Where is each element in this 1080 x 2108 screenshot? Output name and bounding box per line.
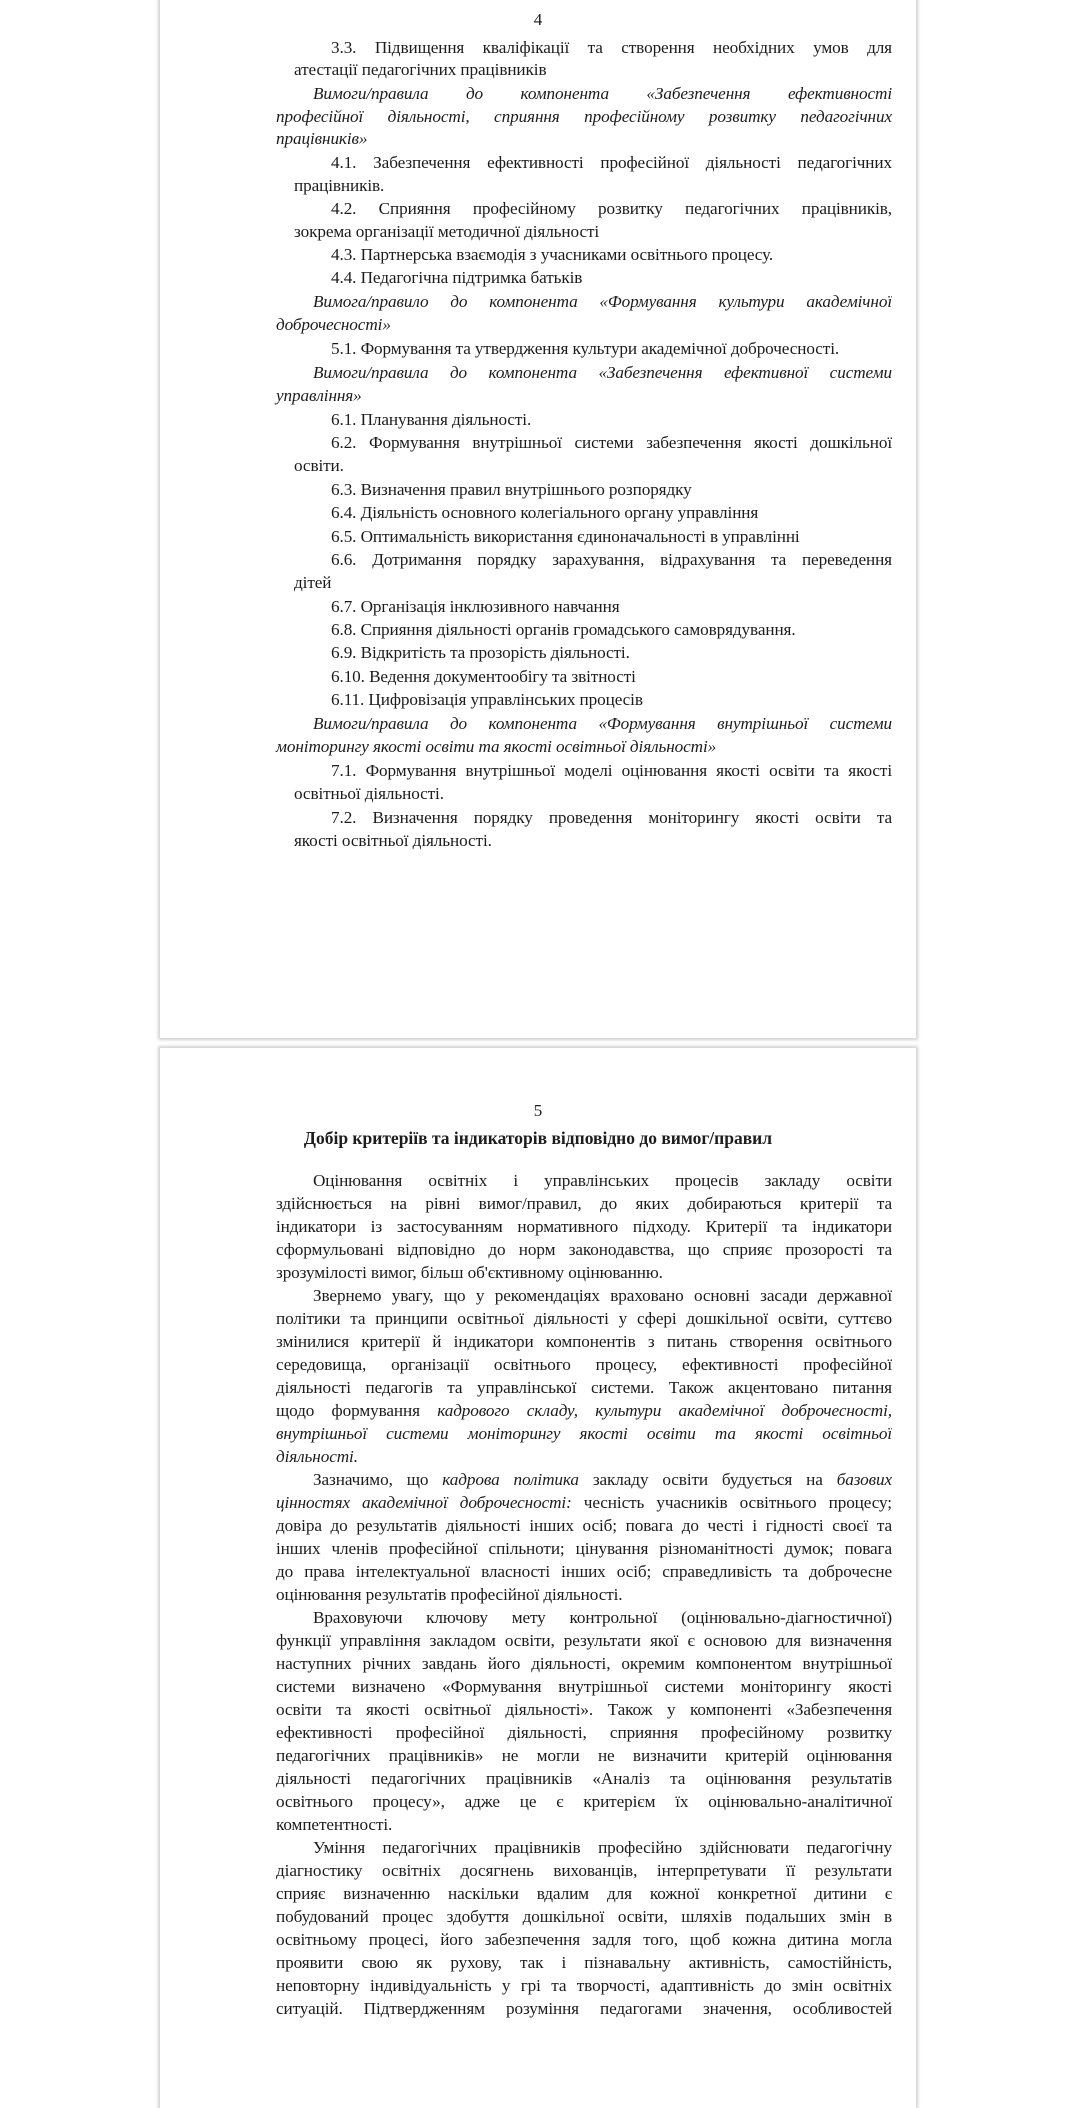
text-line: до права інтелектуальної власності інших осіб; справедливість та доброчесне: [276, 1562, 892, 1581]
text-run: Зазначимо, що: [313, 1470, 443, 1489]
text-line: моніторингу якості освіти та якості освітньої діяльності»: [276, 737, 717, 756]
text-line: професійної діяльності, сприяння професійному розвитку педагогічних: [276, 107, 892, 126]
text-line: Вимоги/правила до компонента «Забезпечення ефективної системи: [313, 363, 892, 382]
text-line: наступних річних завдань його діяльності, окремим компонентом внутрішньої: [276, 1654, 892, 1673]
section-heading: Добір критеріїв та індикаторів відповідно до вимог/правил: [303, 1128, 773, 1148]
text-line: 3.3. Підвищення кваліфікації та створення необхідних умов для: [331, 38, 892, 57]
text-line: 6.9. Відкритість та прозорість діяльності.: [331, 643, 630, 662]
text-line: освітнього процесу», адже це є критерієм їх оцінювально-аналітичної: [276, 1792, 892, 1811]
text-line: [313, 1469, 892, 1491]
text-line: функції управління закладом освіти, результати якої є основою для визначення: [276, 1631, 892, 1650]
text-line: Враховуючи ключову мету контрольної (оцінювально-діагностичної): [313, 1608, 892, 1627]
text-line: ефективності професійної діяльності, сприяння професійному розвитку: [276, 1723, 892, 1742]
text-line: доброчесності»: [276, 315, 391, 334]
text-line: системи визначено «Формування внутрішньої системи моніторингу якості: [276, 1677, 892, 1696]
text-line: оцінювання результатів професійної діяльності.: [276, 1585, 623, 1604]
text-line: внутрішньої системи моніторингу якості освіти та якості освітньої: [276, 1424, 892, 1443]
text-line: 6.7. Організація інклюзивного навчання: [331, 597, 620, 616]
text-line: Вимоги/правила до компонента «Формування внутрішньої системи: [313, 714, 892, 733]
text-line: 4.4. Педагогічна підтримка батьків: [331, 268, 583, 287]
text-line: середовища, організації освітнього процесу, ефективності професійної: [276, 1355, 892, 1374]
text-line: 7.1. Формування внутрішньої моделі оцінювання якості освіти та якості: [331, 761, 892, 780]
text-line: 7.2. Визначення порядку проведення моніторингу якості освіти та: [331, 808, 892, 827]
text-line: 4.3. Партнерська взаємодія з учасниками освітнього процесу.: [331, 245, 774, 264]
text-line: діяльності.: [276, 1447, 358, 1466]
text-line: управління»: [276, 386, 362, 405]
text-line: 6.3. Визначення правил внутрішнього розпорядку: [331, 480, 692, 499]
text-line: діагностику освітніх досягнень вихованців, інтерпретувати її результати: [276, 1861, 892, 1880]
text-line: Уміння педагогічних працівників професійно здійснювати педагогічну: [313, 1838, 892, 1857]
text-line: сприяє визначенню наскільки вдалим для кожної конкретної дитини є: [276, 1884, 892, 1903]
text-line: довіра до результатів діяльності інших осіб; повага до честі і гідності своєї та: [276, 1516, 892, 1535]
text-line: сформульовані відповідно до норм законодавства, що сприяє прозорості та: [276, 1240, 892, 1259]
text-line: [276, 1400, 892, 1422]
page-4-text: [160, 0, 916, 1038]
page-number: 4: [533, 10, 543, 29]
text-line: політики та принципи освітньої діяльності у сфері дошкільної освіти, суттєво: [276, 1309, 892, 1328]
text-line: діяльності педагогів та управлінської системи. Також акцентовано питання: [276, 1378, 892, 1397]
text-line: ситуацій. Підтвердженням розуміння педагогами значення, особливостей: [276, 1999, 892, 2018]
page-5-text: [160, 1048, 916, 2108]
text-line: компетентності.: [276, 1815, 393, 1834]
text-line: 5.1. Формування та утвердження культури академічної доброчесності.: [331, 339, 840, 358]
text-line: діяльності педагогічних працівників «Аналіз та оцінювання результатів: [276, 1769, 892, 1788]
text-line: [276, 1492, 892, 1514]
text-line: 6.2. Формування внутрішньої системи забезпечення якості дошкільної: [331, 433, 892, 452]
text-line: Вимога/правило до компонента «Формування культури академічної: [313, 292, 892, 311]
text-line: 6.4. Діяльність основного колегіального органу управління: [331, 503, 759, 522]
text-run: щодо формування: [276, 1401, 438, 1420]
text-line: працівників»: [276, 129, 368, 148]
text-line: 6.5. Оптимальність використання єдиноначальності в управлінні: [331, 527, 800, 546]
text-line: дітей: [294, 573, 332, 592]
text-line: освіти та якості освітньої діяльності». Також у компоненті «Забезпечення: [276, 1700, 892, 1719]
text-line: 6.11. Цифровізація управлінських процесів: [331, 690, 643, 709]
text-run-italic: цінностях академічної доброчесності:: [276, 1493, 584, 1512]
text-run-italic: базових: [836, 1470, 892, 1489]
text-line: здійснюється на рівні вимог/правил, до яких добираються критерії та: [276, 1194, 892, 1213]
text-line: зрозумілості вимог, більш об'єктивному оцінюванню.: [276, 1263, 663, 1282]
text-line: змінилися критерії й індикатори компонентів з питань створення освітнього: [276, 1332, 892, 1351]
text-line: Вимоги/правила до компонента «Забезпечення ефективності: [313, 84, 892, 103]
text-line: 4.1. Забезпечення ефективності професійної діяльності педагогічних: [331, 153, 892, 172]
text-line: 6.1. Планування діяльності.: [331, 410, 532, 429]
text-run: закладу освіти будується на: [592, 1470, 837, 1489]
text-line: освіти.: [294, 456, 344, 475]
text-line: працівників.: [294, 176, 385, 195]
text-line: атестації педагогічних працівників: [294, 60, 547, 79]
document-page-5: [160, 1048, 916, 2108]
text-line: зокрема організації методичної діяльності: [294, 222, 600, 241]
text-line: проявити свою як рухову, так і пізнавальну активність, самостійність,: [276, 1953, 892, 1972]
text-line: неповторну індивідуальність у грі та творчості, адаптивність до змін освітніх: [276, 1976, 892, 1995]
text-line: Оцінювання освітніх і управлінських процесів закладу освіти: [313, 1171, 892, 1190]
text-run: чесність учасників освітнього процесу;: [583, 1493, 892, 1512]
text-line: освітньому процесі, його забезпечення задля того, щоб кожна дитина могла: [276, 1930, 892, 1949]
document-page-4: [160, 0, 916, 1038]
text-run-italic: кадрового складу, культури академічної доброчесності,: [437, 1401, 892, 1420]
text-line: 6.6. Дотримання порядку зарахування, відрахування та переведення: [331, 550, 892, 569]
text-line: Звернемо увагу, що у рекомендаціях враховано основні засади державної: [313, 1286, 892, 1305]
text-line: інших членів професійної спільноти; цінування різноманітності думок; повага: [276, 1539, 892, 1558]
text-line: 6.8. Сприяння діяльності органів громадського самоврядування.: [331, 620, 796, 639]
text-line: якості освітньої діяльності.: [294, 831, 492, 850]
text-line: 6.10. Ведення документообігу та звітності: [331, 667, 636, 686]
text-line: освітньої діяльності.: [294, 784, 444, 803]
text-line: педагогічних працівників» не могли не визначити критерій оцінювання: [276, 1746, 892, 1765]
text-line: індикатори із застосуванням нормативного підходу. Критерії та індикатори: [276, 1217, 892, 1236]
text-line: побудований процес здобуття дошкільної освіти, шляхів подальших змін в: [276, 1907, 892, 1926]
text-line: 4.2. Сприяння професійному розвитку педагогічних працівників,: [331, 199, 892, 218]
page-number: 5: [533, 1101, 543, 1120]
text-run-italic: кадрова політика: [442, 1470, 593, 1489]
